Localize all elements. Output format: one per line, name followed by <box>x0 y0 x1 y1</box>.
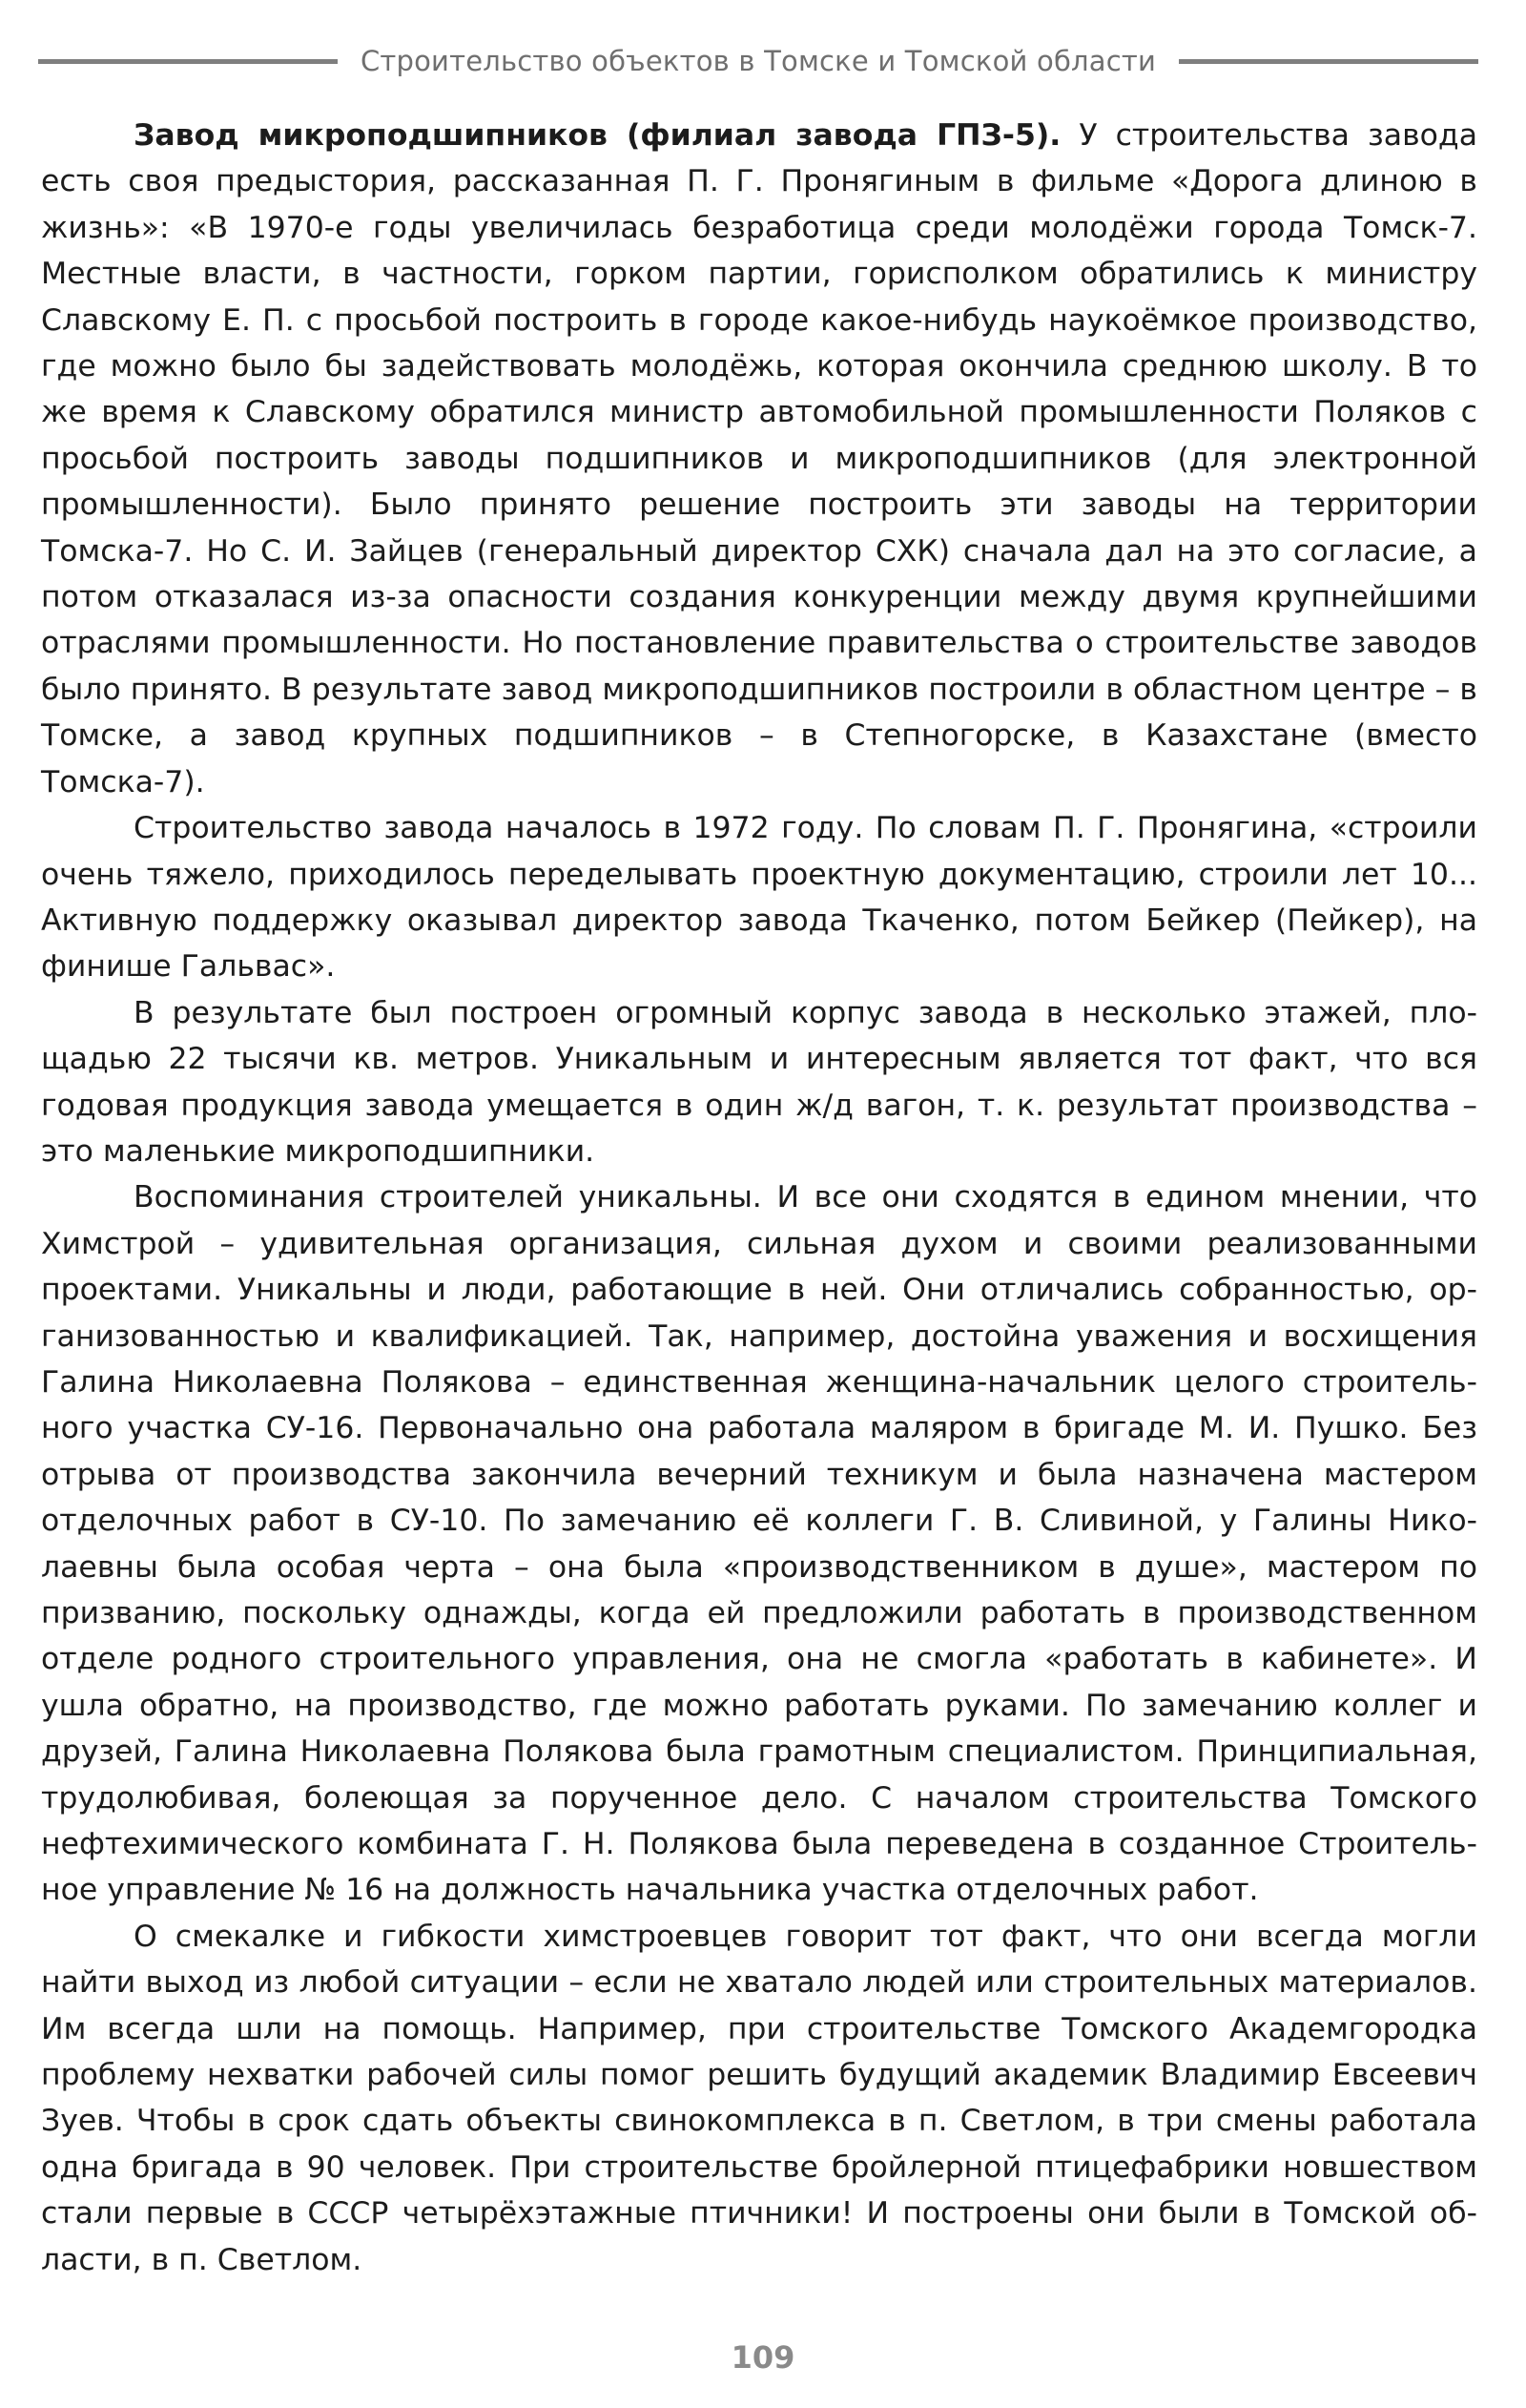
paragraph: О смекалке и гибкости химстроевцев говорит тот факт, что они всегда могли найти выход из любой ситуации – если не хватало людей или строительных материалов. Им всегда шли на помощь. Например, при строительстве Томского Академгородка проблему нехватки рабочей силы помог решить будущий академик Владимир Евсеевич Зуев. Чтобы в срок сдать объекты свинокомплекса в п. Светлом, в три смены работала одна бригада в 90 человек. При строительстве бройлерной птицефабрики новшеством стали первые в СССР четырёхэтажные птичники! И построены они были в Томской области, в п. Светлом. <box>41 1919 1477 2277</box>
paragraph-text: У строительства завода есть своя предыстория, рассказанная П. Г. Пронягиным в фильме «Дорога длиною в жизнь»: «В 1970-е годы увеличилась безработица среди молодёжи города Томск-7. Местные власти, в частности, горком партии, горисполком обратились к министру Славскому Е. П. с просьбой построить в городе какое-нибудь наукоёмкое производство, где можно было бы задействовать молодёжь, которая окончила среднюю школу. В то же время к Славскому обратился министр автомобильной промышленности Поляков с просьбой построить заводы подшипников и микроподшипников (для электронной промышленности). Было принято решение построить эти заводы на территории Томска-7. Но С. И. Зайцев (генеральный директор СХК) сначала дал на это согласие, а потом отказалася из-за опасности создания конкуренции между двумя крупнейшими отраслями промышленности. Но постановление правительства о строительстве заводов было принято. В результате завод микроподшипников построили в областном центре – в Томске, а завод крупных подшипников – в Степногорске, в Казахстане (вместо Томска-7). <box>41 118 1477 799</box>
running-header <box>38 42 1478 80</box>
paragraph-lead-heading: Завод микроподшипников (филиал завода ГПЗ-5). <box>134 118 1062 153</box>
body-text <box>41 113 1477 2283</box>
paragraph: Воспоминания строителей уникальны. И все они сходятся в едином мнении, что Химстрой – удивительная организация, сильная духом и своими реализованными проектами. Уникальны и люди, работающие в ней. Они отличались собранностью, организованностью и квалификацией. Так, например, достойна уважения и восхищения Галина Николаевна Полякова – единственная женщина-начальник целого строительного участка СУ-16. Первоначально она работала маляром в бригаде М. И. Пушко. Без отрыва от производства закончила вечерний техникум и была назначена мастером отделочных работ в СУ-10. По замечанию её коллеги Г. В. Сливиной, у Галины Николаевны была особая черта – она была «производственником в душе», мастером по призванию, поскольку однажды, когда ей предложили работать в производственном отделе родного строительного управления, она не смогла «работать в кабинете». И ушла обратно, на производство, где можно работать руками. По замечанию коллег и друзей, Галина Николаевна Полякова была грамотным специалистом. Принципиальная, трудолюбивая, болеющая за порученное дело. С началом строительства Томского нефтехимического комбината Г. Н. Полякова была переведена в созданное Строительное управление № 16 на должность начальника участка отделочных работ. <box>41 1180 1477 1908</box>
header-rule-right <box>1179 59 1478 64</box>
paragraph: Строительство завода началось в 1972 году. По словам П. Г. Пронягина, «строили очень тяжело, приходилось переделывать проектную документацию, строили лет 10... Активную поддержку оказывал директор завода Ткаченко, потом Бейкер (Пейкер), на финише Гальвас». <box>41 811 1477 985</box>
page-number: 109 <box>731 2339 795 2376</box>
header-rule-left <box>38 59 338 64</box>
running-header-title: Строительство объектов в Томске и Томской области <box>360 45 1157 77</box>
paragraph <box>41 113 1477 805</box>
paragraph: В результате был построен огромный корпус завода в несколько этажей, площадью 22 тысячи кв. метров. Уникальным и интересным является тот факт, что вся годовая продукция завода умещается в один ж/д вагон, т. к. результат производства – это маленькие микроподшипники. <box>41 995 1477 1169</box>
